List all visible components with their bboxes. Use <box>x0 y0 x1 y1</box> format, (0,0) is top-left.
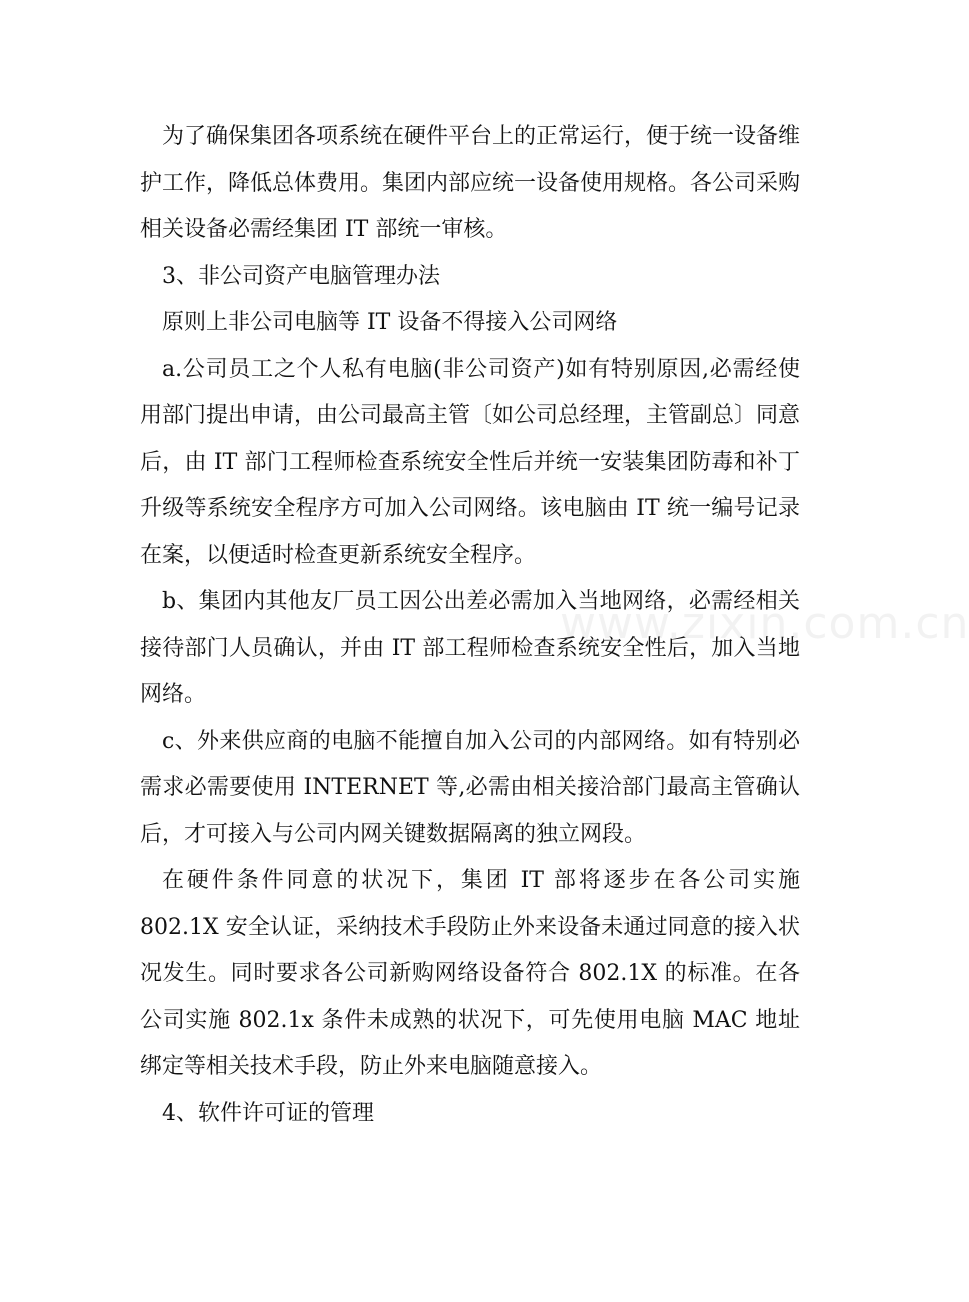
paragraph-item-a: a.公司员工之个人私有电脑(非公司资产)如有特别原因,必需经使用部门提出申请，由公司最高主管〔如公司总经理，主管副总〕同意后，由 IT 部门工程师检查系统安全性后并统一安装集团防毒和补丁升级等系统安全程序方可加入公司网络。该电脑由 IT 统一编号记录在案，以便适时检查更新系统安全程序。 <box>140 356 801 568</box>
section-heading-3: 3、非公司资产电脑管理办法 <box>162 263 440 289</box>
paragraph-item-b: b、集团内其他友厂员工因公出差必需加入当地网络，必需经相关接待部门人员确认，并由 IT 部工程师检查系统安全性后，加入当地网络。 <box>140 589 800 707</box>
document-body <box>140 114 800 1137</box>
paragraph-hardware-standard: 为了确保集团各项系统在硬件平台上的正常运行，便于统一设备维护工作，降低总体费用。集团内部应统一设备使用规格。各公司采购相关设备必需经集团 IT 部统一审核。 <box>140 124 801 242</box>
section-heading-4: 4、软件许可证的管理 <box>162 1100 374 1126</box>
paragraph-item-c: c、外来供应商的电脑不能擅自加入公司的内部网络。如有特别必需求必需要使用 INTERNET 等,必需由相关接洽部门最高主管确认后，才可接入与公司内网关键数据隔离的独立网段。 <box>140 728 800 847</box>
watermark: www.zixin.com.cn <box>560 598 969 649</box>
paragraph-8021x: 在硬件条件同意的状况下，集团 IT 部将逐步在各公司实施 802.1X 安全认证，采纳技术手段防止外来设备未通过同意的接入状况发生。同时要求各公司新购网络设备符合 802.1X 的标准。在各公司实施 802.1x 条件未成熟的状况下，可先使用电脑 MAC 地址绑定等相关技术手段，防止外来电脑随意接入。 <box>140 868 800 1079</box>
paragraph-principle: 原则上非公司电脑等 IT 设备不得接入公司网络 <box>162 310 618 335</box>
